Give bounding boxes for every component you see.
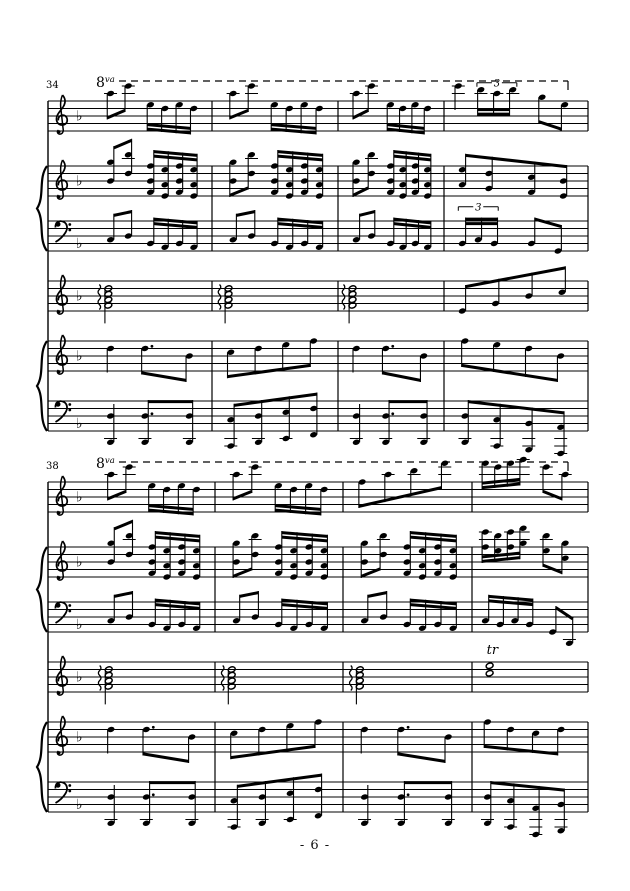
measure-notes (350, 400, 430, 446)
note-group (274, 599, 328, 632)
stave (48, 275, 588, 314)
note-group (107, 726, 115, 754)
triplet-mark: 3 (475, 202, 482, 214)
note-group (270, 150, 323, 200)
note-group (230, 718, 323, 759)
brace (37, 166, 47, 251)
stave (48, 335, 588, 374)
brace (37, 547, 47, 632)
note-group (548, 606, 576, 647)
flat-sign: ♭ (76, 348, 83, 365)
flat-sign: ♭ (76, 173, 83, 190)
note-group (146, 150, 198, 200)
measure-notes (458, 154, 568, 200)
flat-sign: ♭ (76, 554, 83, 571)
note-group (360, 532, 390, 578)
measure-notes (352, 210, 432, 251)
measure-notes (358, 781, 455, 827)
note-group (386, 150, 432, 200)
note-group (232, 532, 261, 578)
note-group (452, 82, 465, 110)
note-group (538, 94, 569, 131)
flat-sign: ♭ (76, 797, 83, 813)
note-group (358, 785, 371, 827)
note-group (107, 520, 136, 566)
measure-number: 38 (46, 461, 59, 472)
measure-notes (479, 525, 570, 575)
measure-notes (360, 531, 457, 581)
note-group (403, 599, 457, 632)
note-group (386, 101, 432, 134)
note-group (106, 210, 132, 243)
note-group (148, 482, 201, 515)
note-group (540, 532, 570, 574)
bass-clef-icon (55, 602, 71, 623)
note-group (350, 404, 363, 446)
system-m34 (37, 75, 588, 457)
bass-clef-icon (55, 401, 71, 422)
note-group (140, 781, 199, 827)
note-group (104, 785, 117, 827)
bass-clef-icon (55, 782, 71, 803)
measure-notes (358, 460, 451, 508)
note-group (274, 531, 328, 581)
note-group (458, 266, 566, 314)
measure-notes (104, 781, 198, 827)
note-group (146, 218, 198, 251)
stave (48, 656, 588, 695)
flat-sign: ♭ (76, 729, 83, 746)
measure-notes (106, 139, 198, 200)
note-group (352, 151, 378, 197)
measure-notes (227, 337, 318, 378)
svg-text:8va: $8^{va}$ (96, 456, 115, 472)
measure-number: 34 (46, 80, 59, 91)
brace (37, 722, 47, 812)
note-group (386, 218, 432, 251)
measure-notes (352, 150, 432, 200)
measure-notes (107, 591, 201, 632)
measure-notes (230, 718, 323, 759)
note-group (458, 154, 568, 200)
note-group (461, 337, 565, 382)
note-group (148, 599, 201, 632)
measure-notes (481, 595, 576, 647)
note-group (403, 531, 457, 581)
measure-notes (104, 400, 196, 446)
note-group (360, 591, 387, 624)
flat-sign: ♭ (76, 617, 83, 633)
measure-notes (458, 266, 566, 314)
note-group (227, 337, 318, 378)
note-group (274, 482, 328, 515)
measure-notes (229, 210, 324, 251)
flat-sign: ♭ (76, 108, 83, 125)
measure-notes (229, 150, 324, 200)
note-group (481, 595, 534, 628)
system-m38 (37, 456, 588, 838)
note-group (229, 210, 256, 243)
page-number: - 6 - (299, 838, 331, 853)
triplet-mark: 3 (493, 78, 501, 90)
trill-mark: tr (486, 643, 499, 658)
note-group (379, 400, 430, 446)
note-group (270, 218, 323, 251)
brace (37, 341, 47, 431)
note-group (106, 139, 134, 185)
measure-notes (452, 78, 569, 131)
note-group (360, 726, 368, 754)
measure-notes (479, 456, 572, 501)
flat-sign: ♭ (76, 288, 83, 305)
note-group (479, 525, 530, 563)
bass-clef-icon (55, 221, 71, 242)
note-group (270, 101, 323, 134)
measure-notes (232, 531, 328, 581)
flat-sign: ♭ (76, 416, 83, 432)
note-group (138, 400, 195, 446)
measure-notes (107, 520, 201, 581)
svg-text:8va: $8^{va}$ (96, 75, 115, 91)
flat-sign: ♭ (76, 236, 83, 252)
note-group (458, 202, 498, 247)
measure-notes (106, 210, 198, 251)
note-group (148, 531, 201, 581)
measure-notes (232, 591, 328, 632)
note-group (232, 591, 259, 624)
note-group (485, 643, 498, 677)
stave (48, 160, 588, 199)
measure-notes (485, 643, 498, 677)
note-group (395, 781, 455, 827)
flat-sign: ♭ (76, 489, 83, 506)
note-group (146, 101, 198, 134)
note-group (107, 591, 134, 624)
stave (48, 782, 588, 813)
flat-sign: ♭ (76, 669, 83, 686)
note-group (358, 460, 451, 508)
measure-notes (360, 591, 457, 632)
note-group (474, 78, 519, 116)
measure-notes (461, 337, 565, 382)
note-group (479, 456, 530, 489)
note-group (106, 345, 114, 373)
note-group (104, 404, 117, 446)
note-group (352, 345, 360, 373)
note-group (352, 210, 376, 243)
note-group (229, 151, 258, 197)
